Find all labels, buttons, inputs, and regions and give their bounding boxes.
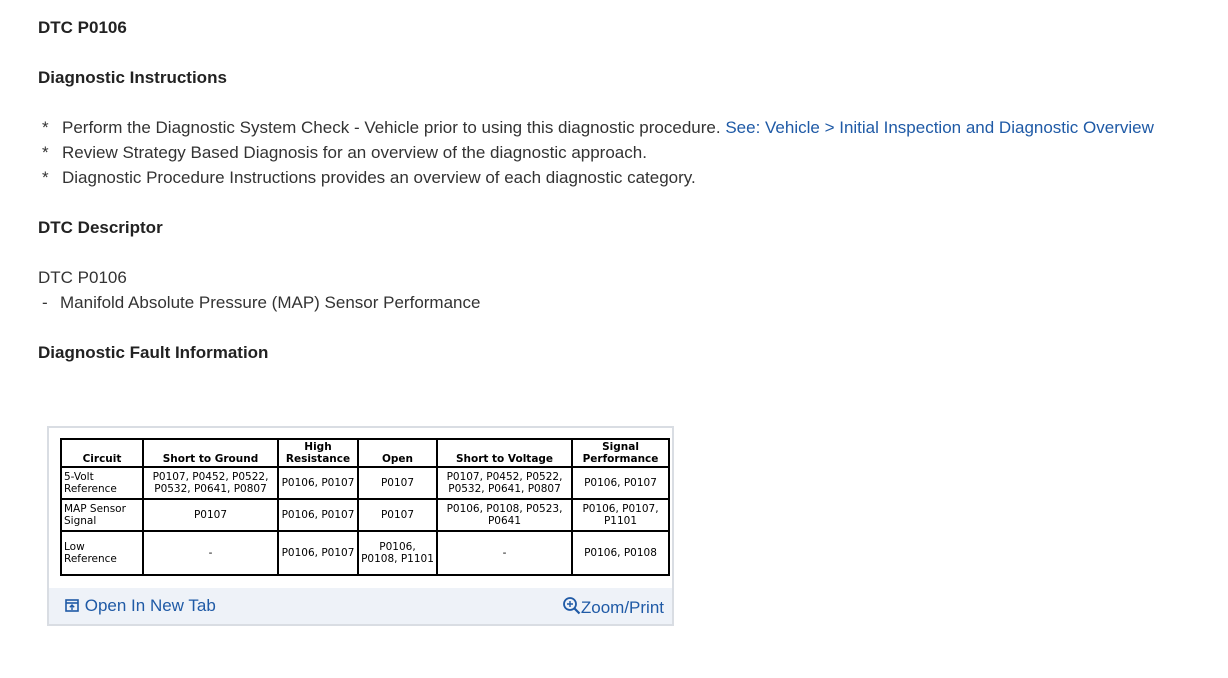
zoom-print-button[interactable] [562, 596, 664, 618]
instructions-heading: Diagnostic Instructions [38, 68, 227, 87]
table-cell: P0106, P0107 [278, 499, 358, 531]
table-cell: P0106, P0108 [572, 531, 669, 575]
instruction-text: Diagnostic Procedure Instructions provides an overview of each diagnostic category. [62, 168, 696, 187]
table-cell: 5-Volt Reference [61, 467, 143, 499]
table-cell: P0107 [358, 467, 437, 499]
col-short-to-voltage: Short to Voltage [437, 439, 572, 467]
table-cell: - [437, 531, 572, 575]
open-new-tab-icon [65, 598, 80, 613]
table-header-row [61, 439, 669, 467]
page-title: DTC P0106 [38, 18, 127, 37]
descriptor-line [38, 293, 480, 313]
table-cell: P0106, P0108, P0523, P0641 [437, 499, 572, 531]
instruction-item [38, 143, 647, 163]
table-cell: - [143, 531, 278, 575]
instruction-text: Perform the Diagnostic System Check - Vehicle prior to using this diagnostic procedure. [62, 118, 721, 137]
instruction-item [38, 118, 1154, 138]
table-cell: P0106, P0107 [278, 467, 358, 499]
descriptor-text: Manifold Absolute Pressure (MAP) Sensor Performance [60, 293, 481, 312]
zoom-icon [562, 596, 581, 615]
bullet: * [42, 143, 49, 162]
col-open: Open [358, 439, 437, 467]
bullet: * [42, 168, 49, 187]
table-row [61, 499, 669, 531]
instruction-text: Review Strategy Based Diagnosis for an overview of the diagnostic approach. [62, 143, 647, 162]
fault-heading: Diagnostic Fault Information [38, 343, 269, 362]
table-row [61, 467, 669, 499]
table-cell: P0107 [358, 499, 437, 531]
table-cell: P0107, P0452, P0522, P0532, P0641, P0807 [437, 467, 572, 499]
table-cell: P0106, P0107 [278, 531, 358, 575]
open-in-new-tab-button[interactable] [65, 596, 216, 616]
descriptor-heading: DTC Descriptor [38, 218, 163, 237]
initial-inspection-link[interactable]: See: Vehicle > Initial Inspection and Diagnostic Overview [725, 118, 1154, 137]
open-in-new-tab-label: Open In New Tab [84, 596, 216, 615]
zoom-print-label: Zoom/Print [580, 598, 664, 617]
col-signal-performance: Signal Performance [572, 439, 669, 467]
table-cell: P0107 [143, 499, 278, 531]
table-cell: Low Reference [61, 531, 143, 575]
instruction-item [38, 168, 696, 188]
col-short-to-ground: Short to Ground [143, 439, 278, 467]
col-high-resistance: High Resistance [278, 439, 358, 467]
bullet: * [42, 118, 49, 137]
table-row [61, 531, 669, 575]
col-circuit: Circuit [61, 439, 143, 467]
table-cell: P0106, P0108, P1101 [358, 531, 437, 575]
fault-table [60, 438, 670, 576]
table-cell: P0106, P0107 [572, 467, 669, 499]
descriptor-code: DTC P0106 [38, 268, 127, 287]
fault-information-figure [47, 426, 674, 626]
figure-action-bar [49, 588, 672, 624]
table-cell: MAP Sensor Signal [61, 499, 143, 531]
descriptor-dash: - [42, 293, 48, 312]
table-cell: P0106, P0107, P1101 [572, 499, 669, 531]
table-cell: P0107, P0452, P0522, P0532, P0641, P0807 [143, 467, 278, 499]
